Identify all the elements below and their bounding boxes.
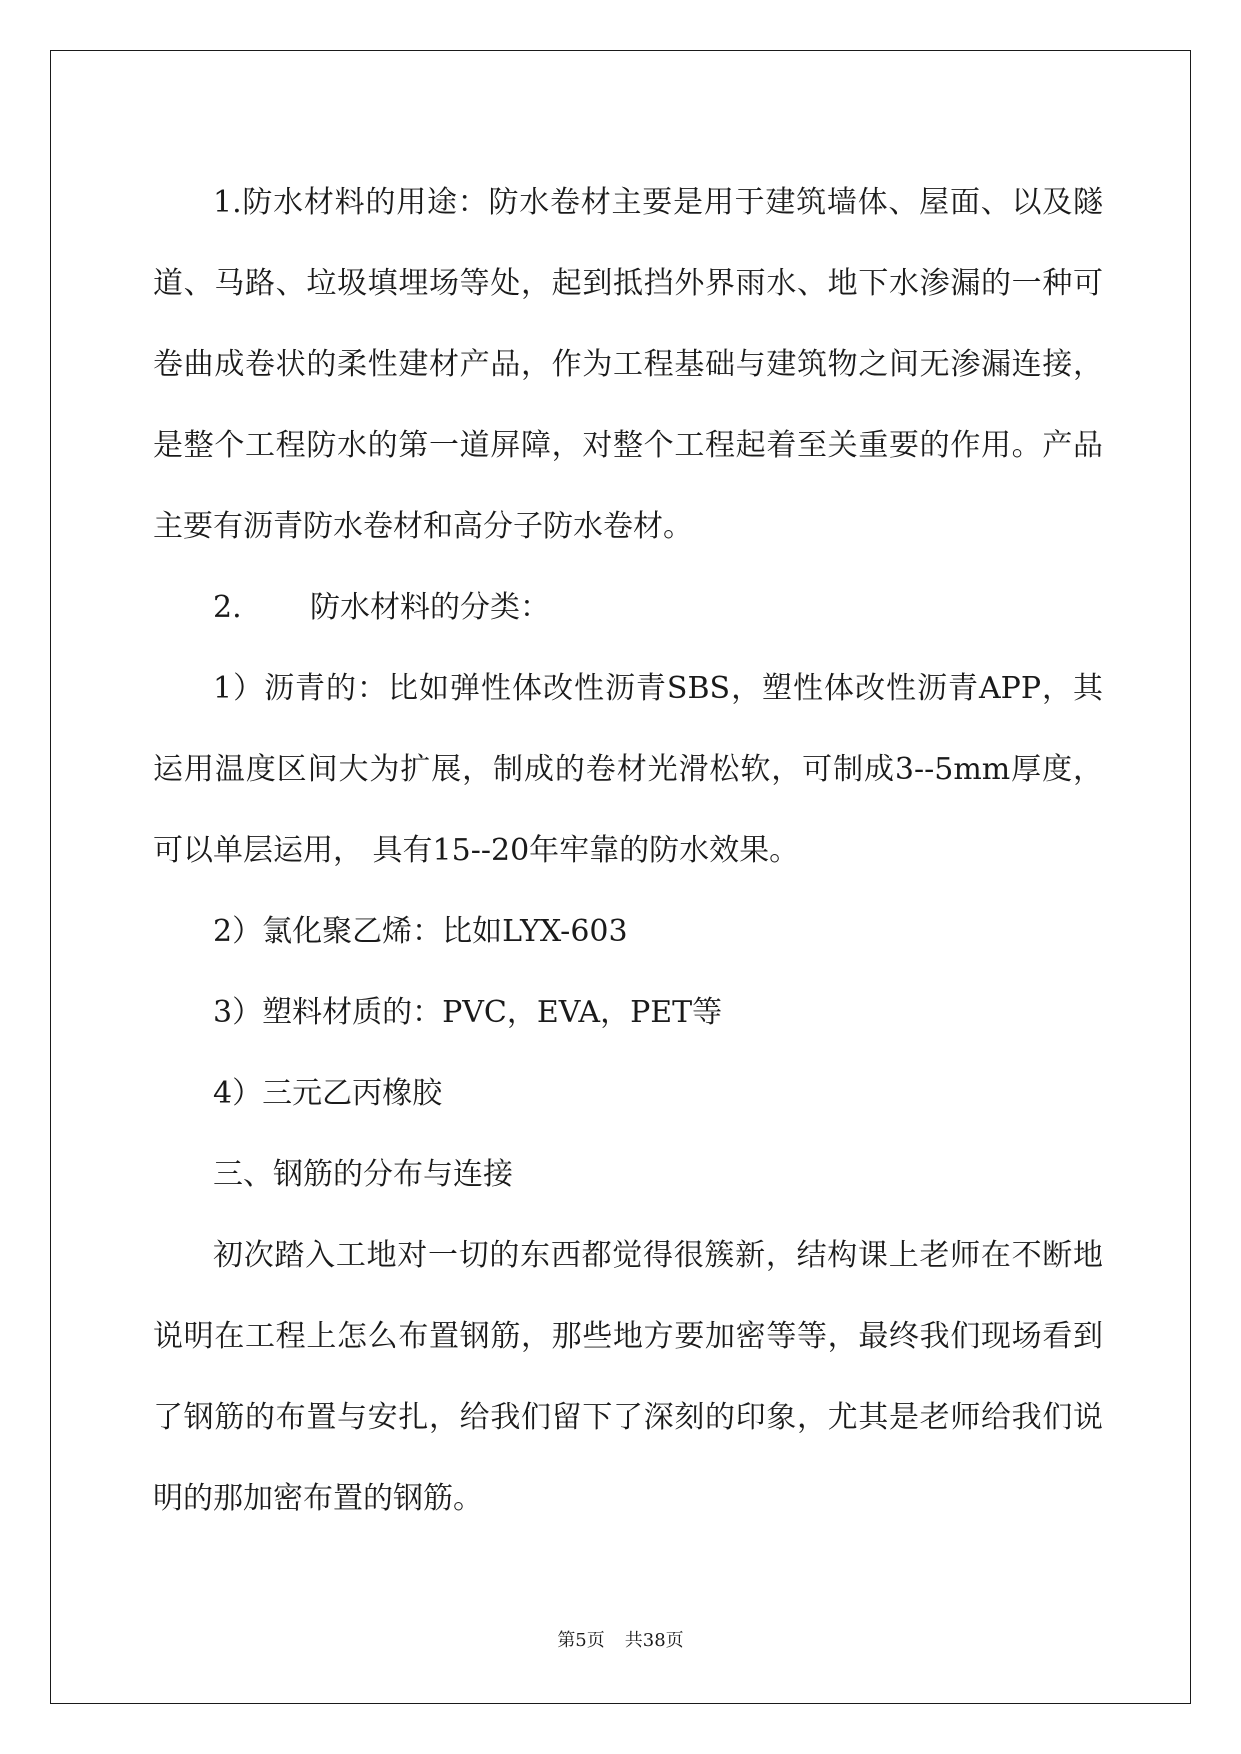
paragraph-epdm: 4）三元乙丙橡胶 [213,1076,443,1111]
page-total: 共38页 [624,1630,684,1651]
page-number: 第5页 [557,1630,605,1651]
paragraph-rebar: 初次踏入工地对一切的东西都觉得很簇新，结构课上老师在不断地说明在工程上怎么布置钢筋，那些地方要加密等等，最终我们现场看到了钢筋的布置与安扎，给我们留下了深刻的印象，尤其是老师给我们说明的那加密布置的钢筋。 [153,1238,1103,1516]
list-item-classification [153,567,1103,648]
page-footer [0,1626,1241,1652]
section-heading: 三、钢筋的分布与连接 [213,1157,513,1192]
document-body [153,162,1103,1539]
paragraph-chlorinated-polyethylene: 2）氯化聚乙烯：比如LYX-603 [213,914,628,949]
paragraph-waterproof-usage: 1.防水材料的用途：防水卷材主要是用于建筑墙体、屋面、以及隧道、马路、垃圾填埋场等处，起到抵挡外界雨水、地下水渗漏的一种可卷曲成卷状的柔性建材产品，作为工程基础与建筑物之间无渗漏连接，是整个工程防水的第一道屏障，对整个工程起着至关重要的作用。产品主要有沥青防水卷材和高分子防水卷材。 [153,185,1103,544]
list-item-text: 防水材料的分类： [310,590,550,625]
paragraph-asphalt: 1）沥青的：比如弹性体改性沥青SBS，塑性体改性沥青APP，其运用温度区间大为扩展，制成的卷材光滑松软，可制成3--5mm厚度，可以单层运用， 具有15--20年牢靠的防水效果。 [153,671,1103,868]
paragraph-plastic: 3）塑料材质的：PVC，EVA，PET等 [213,995,723,1030]
list-item-number: 2. [213,590,242,625]
